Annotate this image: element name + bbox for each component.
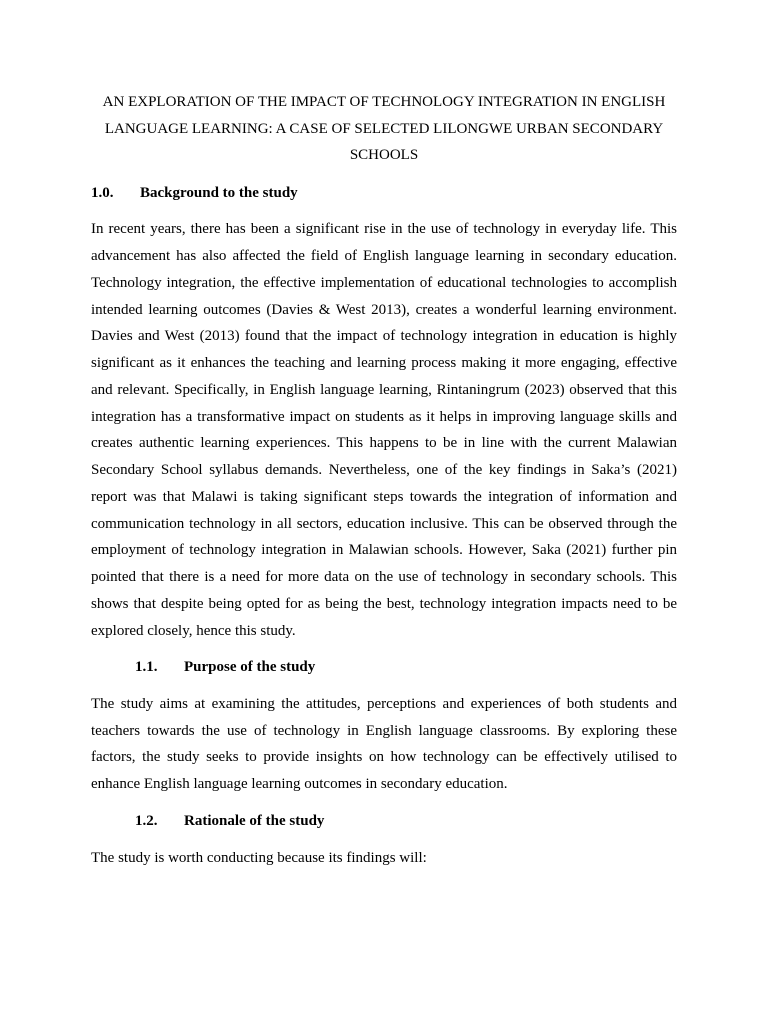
section-heading-text: Background to the study — [140, 184, 298, 201]
section-heading-text: Rationale of the study — [184, 812, 325, 829]
title-line: AN EXPLORATION OF THE IMPACT OF TECHNOLOGY INTEGRATION IN ENGLISH — [102, 94, 666, 110]
section-body-rationale: The study is worth conducting because its findings will: — [91, 849, 427, 866]
section-number: 1.0. — [91, 184, 114, 201]
section-number: 1.1. — [135, 659, 158, 676]
section-heading-purpose — [91, 654, 677, 681]
section-heading-text: Purpose of the study — [184, 659, 316, 676]
section-heading-rationale — [91, 808, 677, 835]
section-heading-background — [91, 180, 677, 207]
document-title — [91, 89, 677, 169]
title-line: LANGUAGE LEARNING: A CASE OF SELECTED LILONGWE URBAN SECONDARY — [104, 120, 664, 137]
section-number: 1.2. — [135, 812, 158, 829]
section-body-background: In recent years, there has been a significant rise in the use of technology in everyday life. This advancement has also affected the field of English language learning in secondary education. Technology integration, the effective implementation of educational technologies to accomplish intended learning outcomes (Davies & West 2013), creates a wonderful learning environment. Davies and West (2013) found that the impact of technology integration in education is highly significant as it enhances the teaching and learning process making it more engaging, effective and relevant. Specifically, in English language learning, Rintaningrum (2023) observed that this integration has a transformative impact on students as it helps in improving language skills and creates authentic learning experiences. This happens to be in line with the current Malawian Secondary School syllabus demands. Nevertheless, one of the key findings in Saka’s (2021) report was that Malawi is taking significant steps towards the integration of information and communication technology in all sectors, education inclusive. This can be observed through the employment of technology integration in Malawian schools. However, Saka (2021) further pin pointed that there is a need for more data on the use of technology in secondary schools. This shows that despite being opted for as being the best, technology integration impacts need to be explored closely, hence this study. — [91, 221, 677, 639]
title-line: SCHOOLS — [349, 147, 419, 164]
section-body-purpose: The study aims at examining the attitudes, perceptions and experiences of both students and teachers towards the use of technology in English language classrooms. By exploring these factors, the study seeks to provide insights on how technology can be effectively utilised to enhance English language learning outcomes in secondary education. — [91, 695, 677, 793]
